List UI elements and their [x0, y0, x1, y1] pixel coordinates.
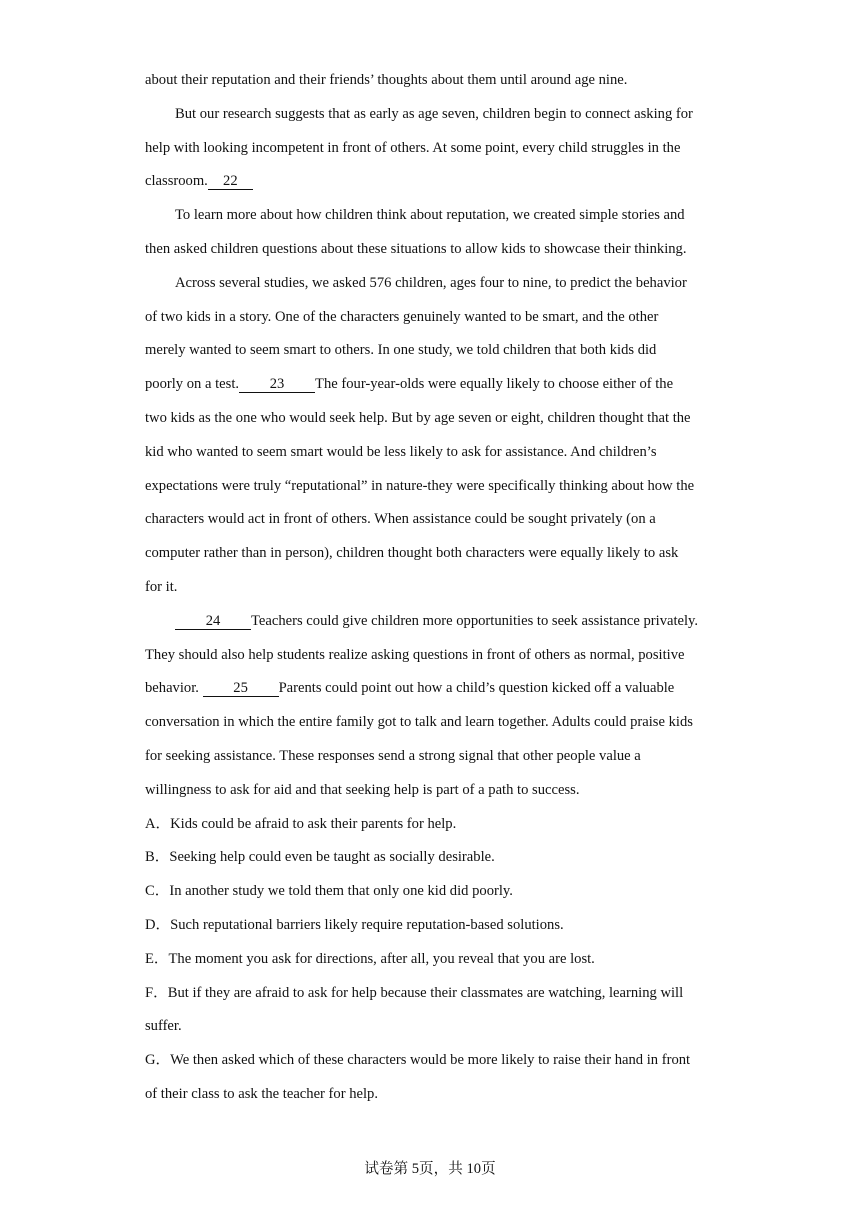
option-b: B．Seeking help could even be taught as socially desirable.	[145, 849, 495, 866]
passage-line: conversation in which the entire family got to talk and learn together. Adults could praise kids	[145, 714, 693, 731]
option-d: D．Such reputational barriers likely require reputation-based solutions.	[145, 916, 564, 933]
option-c: C．In another study we told them that only one kid did poorly.	[145, 883, 513, 900]
option-g-continued: of their class to ask the teacher for help.	[145, 1085, 379, 1102]
option-f: F．But if they are afraid to ask for help because their classmates are watching, learning will	[145, 984, 684, 1001]
passage-line: of two kids in a story. One of the characters genuinely wanted to be smart, and the other	[145, 308, 659, 325]
passage-line	[145, 605, 717, 639]
passage-line: But our research suggests that as early as age seven, children begin to connect asking for	[175, 105, 693, 122]
passage-line: merely wanted to seem smart to others. In one study, we told children that both kids did	[145, 342, 657, 359]
passage-line: kid who wanted to seem smart would be less likely to ask for assistance. And children’s	[145, 443, 657, 460]
passage-line: willingness to ask for aid and that seeking help is part of a path to success.	[145, 781, 580, 798]
answer-blank-25: 25	[203, 680, 279, 697]
answer-blank-22: 22	[208, 173, 253, 190]
passage-line: computer rather than in person), children thought both characters were equally likely to ask	[145, 545, 679, 562]
passage-line: about their reputation and their friends’ thoughts about them until around age nine.	[145, 72, 628, 88]
option-f-continued: suffer.	[145, 1018, 182, 1035]
passage-line: To learn more about how children think about reputation, we created simple stories and	[175, 207, 685, 224]
option-a: A．Kids could be afraid to ask their parents for help.	[145, 815, 457, 832]
passage-line	[145, 672, 717, 706]
passage-text: poorly on a test.	[145, 376, 240, 393]
answer-blank-23: 23	[239, 376, 315, 393]
passage-line: help with looking incompetent in front of others. At some point, every child struggles in the	[145, 139, 681, 156]
passage-line: then asked children questions about these situations to allow kids to showcase their thinking.	[145, 240, 687, 257]
passage-text: The four-year-olds were equally likely to choose either of the	[315, 376, 674, 393]
passage-line: characters would act in front of others. When assistance could be sought privately (on a	[145, 511, 656, 528]
passage-text: classroom.	[145, 173, 208, 190]
passage-line: expectations were truly “reputational” in nature-they were specifically thinking about how the	[145, 477, 695, 494]
passage-line: Across several studies, we asked 576 children, ages four to nine, to predict the behavior	[175, 274, 687, 291]
passage-text: Teachers could give children more opportunities to seek assistance privately.	[251, 612, 699, 629]
passage-text: behavior.	[145, 680, 199, 697]
passage	[145, 64, 717, 1112]
answer-blank-24: 24	[175, 613, 251, 630]
passage-line: two kids as the one who would seek help. But by age seven or eight, children thought that the	[145, 409, 691, 426]
passage-line: They should also help students realize asking questions in front of others as normal, positive	[145, 646, 685, 663]
option-g: G．We then asked which of these characters would be more likely to raise their hand in front	[145, 1052, 691, 1069]
page-number: 试卷第 5页，共 10页	[364, 1161, 496, 1177]
option-e: E．The moment you ask for directions, after all, you reveal that you are lost.	[145, 950, 595, 967]
passage-line: for it.	[145, 578, 178, 595]
options-list	[145, 808, 717, 1112]
passage-text: Parents could point out how a child’s question kicked off a valuable	[278, 680, 675, 697]
passage-line	[145, 368, 717, 402]
passage-line: for seeking assistance. These responses send a strong signal that other people value a	[145, 747, 641, 764]
passage-line	[145, 165, 717, 199]
